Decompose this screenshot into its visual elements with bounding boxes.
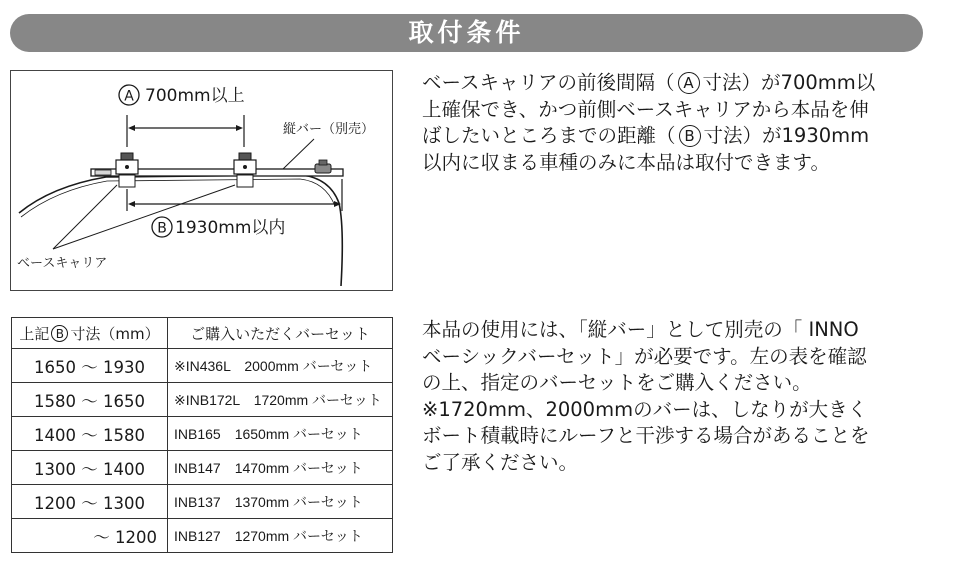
paragraph2-line6: ご了承ください。	[422, 450, 579, 474]
section-banner	[10, 14, 923, 52]
table-row	[12, 417, 393, 451]
table-header-row	[12, 318, 393, 349]
diagram-svg	[11, 71, 394, 292]
bar-set-cell: ※INB172L 1720mm バーセット	[168, 383, 393, 417]
bar-set-cell: ※IN436L 2000mm バーセット	[168, 349, 393, 383]
bar-set-cell: INB147 1470mm バーセット	[168, 451, 393, 485]
paragraph2-line3: の上、指定のバーセットをご購入ください。	[422, 371, 812, 394]
a-dimension-text: 700mm以上	[145, 86, 245, 106]
paragraph1-line3: ばしたいところまでの距離（ B 寸法）が1930mm	[422, 124, 870, 147]
range-cell: 1400 ～ 1580	[12, 417, 168, 451]
header-b-dimension: 上記 B 寸法（mm）	[12, 318, 168, 349]
bar-set-table	[11, 317, 393, 553]
section-title: 取付条件	[408, 18, 525, 47]
paragraph1-line2: 上確保でき、かつ前側ベースキャリアから本品を伸	[422, 97, 869, 121]
header-bar-set: ご購入いただくバーセット	[168, 318, 393, 349]
paragraph2-line5: ボート積載時にルーフと干渉する場合があることを	[422, 424, 870, 447]
tate-bar-label: 縦バー（別売）	[283, 122, 375, 137]
table-row	[12, 519, 393, 553]
b-circle-inline: B	[679, 125, 701, 147]
base-carrier-label: ベースキャリア	[17, 256, 108, 271]
paragraph1-line1: ベースキャリアの前後間隔（ A 寸法）が700mm以	[422, 71, 876, 94]
range-cell: ～ 1200	[12, 519, 168, 553]
range-cell: 1200 ～ 1300	[12, 485, 168, 519]
paragraph2-line2: ベーシックバーセット」が必要です。左の表を確認	[422, 344, 867, 368]
b-letter: B	[157, 220, 167, 237]
condition-paragraph	[422, 70, 875, 176]
usage-note-paragraph	[422, 317, 870, 476]
table-row	[12, 349, 393, 383]
bar-set-cell: INB127 1270mm バーセット	[168, 519, 393, 553]
bar-set-cell: INB137 1370mm バーセット	[168, 485, 393, 519]
table-row	[12, 451, 393, 485]
mounting-diagram	[10, 70, 393, 291]
a-circle-inline: A	[678, 72, 700, 94]
bar-set-cell: INB165 1650mm バーセット	[168, 417, 393, 451]
table-row	[12, 383, 393, 417]
range-cell: 1580 ～ 1650	[12, 383, 168, 417]
range-cell: 1650 ～ 1930	[12, 349, 168, 383]
paragraph2-line1: 本品の使用には、「縦バー」として別売の「 INNO	[422, 318, 859, 341]
range-cell: 1300 ～ 1400	[12, 451, 168, 485]
paragraph1-line4: 以内に収まる車種のみに本品は取付できます。	[422, 150, 830, 174]
table-row	[12, 485, 393, 519]
paragraph2-line4: ※1720mm、2000mmのバーは、しなりが大きく	[422, 397, 868, 421]
a-letter: A	[124, 88, 134, 105]
b-dimension-text: 1930mm以内	[175, 218, 286, 238]
